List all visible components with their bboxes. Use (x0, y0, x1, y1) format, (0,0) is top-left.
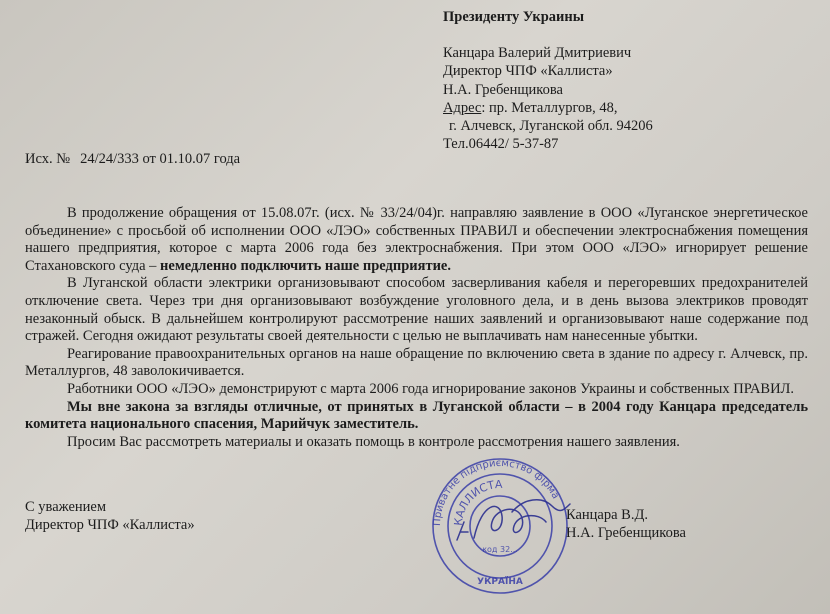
reference-number: 24/24/333 от 01.10.07 года (80, 151, 241, 167)
paragraph-1-bold: немедленно подключить наше предприятие. (160, 257, 451, 274)
letter-body (25, 205, 808, 451)
stamp-code: код 32... (482, 545, 518, 554)
paragraph-2: В Луганской области электрики организовывают способом засверливания кабеля и перегоревших предохранителей отключение света. Через три дня организовывают возбуждение уголовного дела, и в день вызова электриков проводят незаконный обыск. В дальнейшем контролируют рассмотрение наших заявлений и организовывают наше содержание под стражей. Сегодня ожидают результаты своей деятельности с целью не выплачивать нам нанесенные убытки. (25, 275, 808, 345)
signer-name-1: Канцара В.Д. (566, 507, 648, 523)
signer-name-2: Н.А. Гребенщикова (566, 525, 686, 541)
sender-title: Директор ЧПФ «Каллиста» (443, 63, 613, 80)
handwritten-signature (452, 492, 582, 552)
paragraph-4: Работники ООО «ЛЭО» демонстрируют с марта 2006 года игнорирование законов Украины и собственных ПРАВИЛ. (67, 380, 795, 397)
sender-address (443, 99, 823, 117)
sender-name-2: Н.А. Гребенщикова (443, 81, 563, 98)
paragraph-3: Реагирование правоохранительных органов на наше обращение по включению света в здание по адресу г. Алчевск, пр. Металлургов, 48 заволокичивается. (25, 345, 808, 380)
paragraph-6: Просим Вас рассмотреть материалы и оказать помощь в контроле рассмотрения нашего заявления. (67, 433, 680, 450)
address-label: Адрес (443, 99, 482, 116)
reference-label: Исх. № (25, 151, 71, 167)
outgoing-reference (25, 151, 240, 168)
sender-phone: Тел.06442/ 5-37-87 (443, 136, 559, 153)
signature-left (25, 498, 195, 534)
stamp-country: УКРАЇНА (477, 577, 523, 587)
recipient-block (443, 8, 823, 153)
signature-right (566, 506, 686, 542)
paragraph-1-text: В продолжение обращения от 15.08.07г. (исх. № 33/24/04)г. направляю заявление в ООО «Луганское энергетическое объединение» с просьбой об исполнении ООО «ЛЭО» собственных ПРАВИЛ и обеспечении электроснабжения помещения нашего предприятия, которое с марта 2006 года без электроснабжения. При этом ООО «ЛЭО» игнорирует решение Стахановского суда – (25, 205, 808, 274)
closing-regards: С уважением (25, 499, 107, 515)
stamp-inner-path: КАЛЛИСТА (451, 477, 503, 527)
closing-title: Директор ЧПФ «Каллиста» (25, 517, 195, 533)
address-line-1: : пр. Металлургов, 48, (481, 99, 618, 116)
sender-name: Канцара Валерий Дмитриевич (443, 45, 632, 62)
address-line-2: г. Алчевск, Луганской обл. 94206 (449, 118, 653, 135)
paragraph-5: Мы вне закона за взгляды отличные, от принятых в Луганской области – в 2004 году Канцара председатель комитета национального спасения, Марийчук заместитель. (25, 398, 808, 433)
stamp-outer-path: Приватне підприємство фірма (431, 457, 561, 527)
paragraph-1 (25, 205, 808, 275)
recipient-title: Президенту Украины (443, 9, 585, 25)
